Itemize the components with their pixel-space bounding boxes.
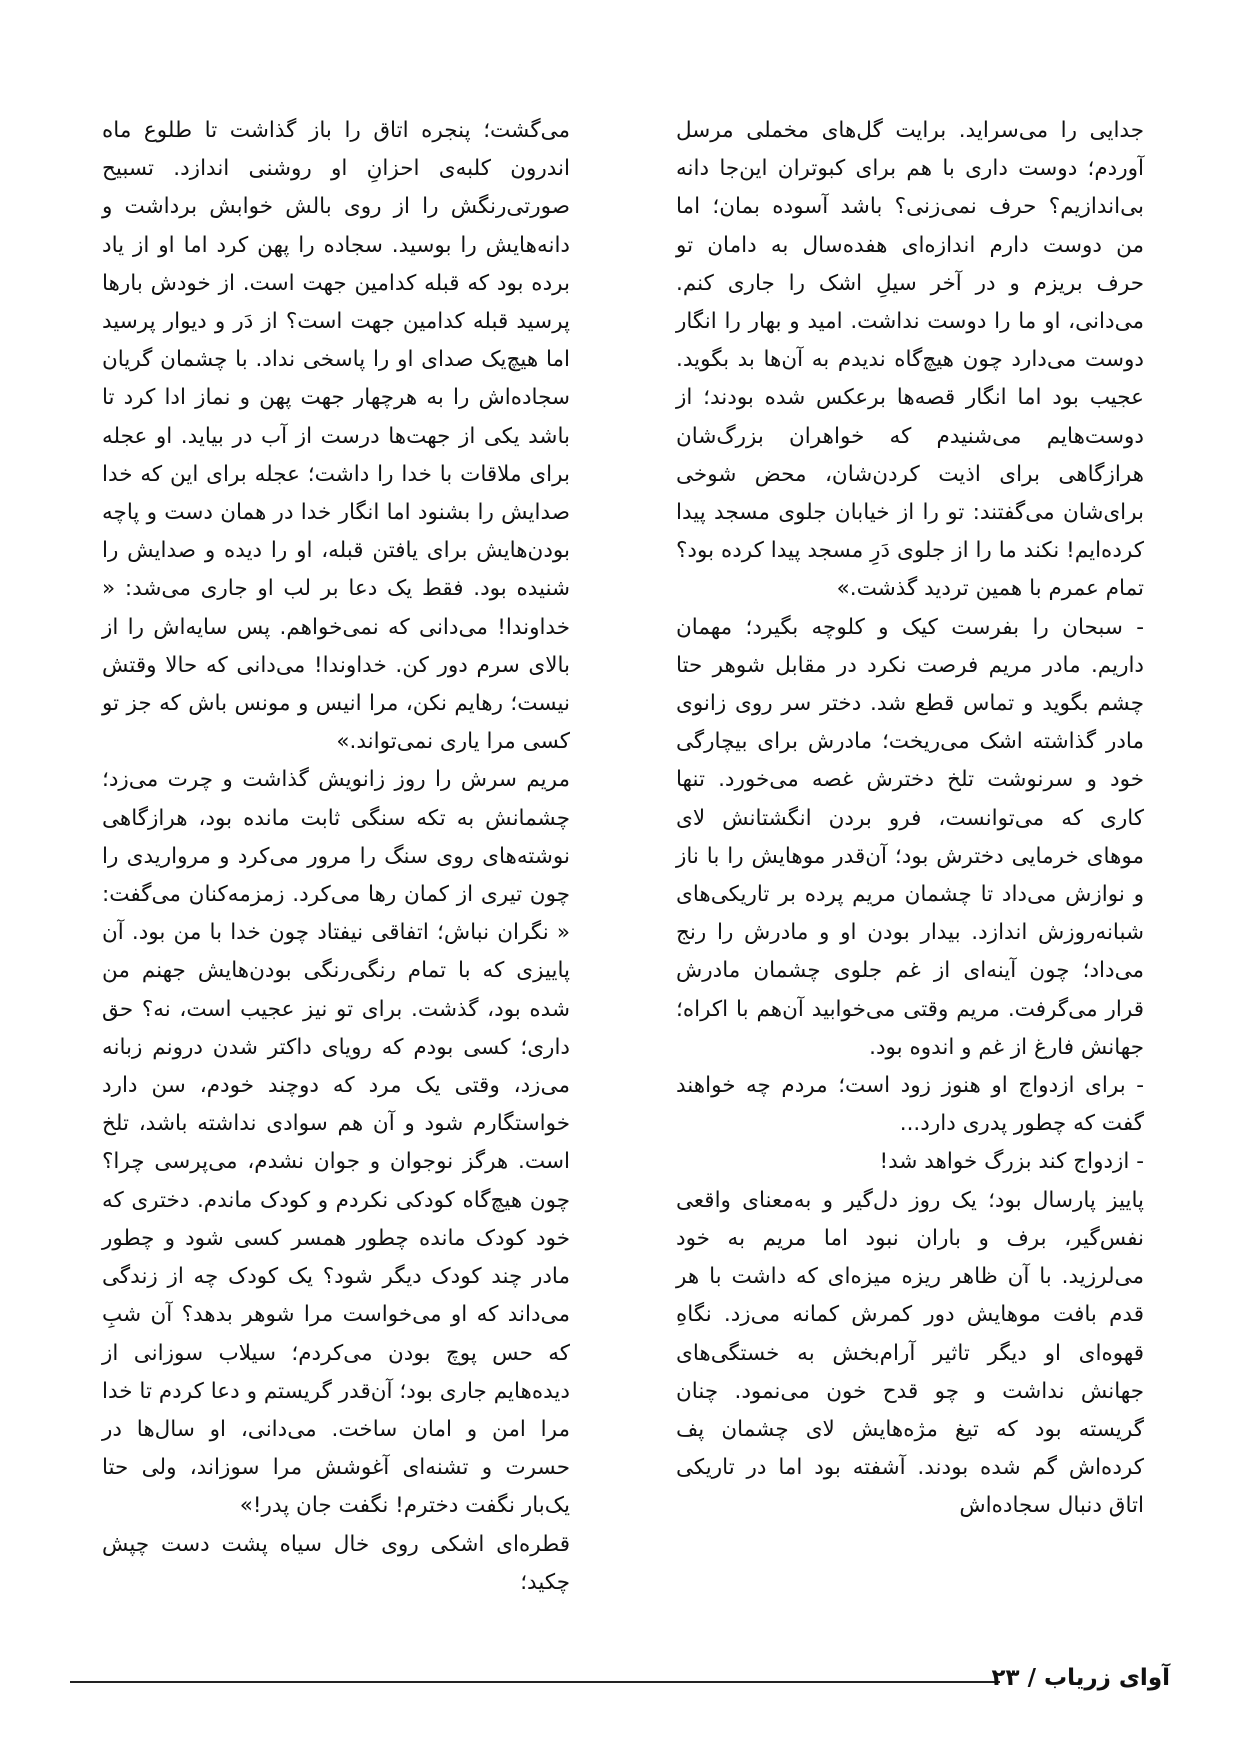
paragraph: می‌گشت؛ پنجره اتاق را باز گذاشت تا طلوع ماه اندرون کلبه‌ی احزانِ او روشنی اندازد. تسبیح صورتی‌رنگش را از روی بالش خوابش برداشت و دانه‌هایش را بوسید. سجاده را پهن کرد اما او از یاد برده بود که قبله کدامین جهت است. از خودش بارها پرسید قبله کدامین جهت است؟ از دَر و دیوار پرسید اما هیچ‌یک صدای او را پاسخی نداد. با چشمان گریان سجاده‌اش را به هرچهار جهت پهن و نماز ادا کرد تا باشد یکی از جهت‌ها درست از آب در بیاید. او عجله برای ملاقات با خدا را داشت؛ عجله برای این که خدا صدایش را بشنود اما انگار خدا در همان دست و پاچه بودن‌هایش برای یافتن قبله، او را دیده و صدایش را شنیده بود. فقط یک دعا بر لب او جاری می‌شد: « خداوندا! می‌دانی که نمی‌خواهم. پس سایه‌اش را از بالای سرم دور کن. خداوندا! می‌دانی که حالا وقتش نیست؛ رهایم نکن، مرا انیس و مونس باش که جز تو کسی مرا یاری نمی‌تواند.» xyxy=(102,118,570,755)
footer-divider xyxy=(70,1681,1000,1683)
paragraph: جدایی را می‌سراید. برایت گل‌های مخملی مرسل آوردم؛ دوست داری با هم برای کبوتران این‌جا دانه بی‌اندازیم؟ حرف نمی‌زنی؟ باشد آسوده بمان؛ اما من دوست دارم اندازه‌ای هفده‌سال به دامان تو حرف بریزم و در آخر سیلِ اشک را جاری کنم. می‌دانی، او ما را دوست نداشت. امید و بهار را انگار دوست می‌دارد چون هیچ‌گاه ندیدم به آن‌ها بد بگوید. عجیب بود اما انگار قصه‌ها برعکس شده بودند؛ از دوست‌هایم می‌شنیدم که خواهران بزرگ‌شان هرازگاهی برای اذیت کردن‌شان، محض شوخی برای‌شان می‌گفتند: تو را از خیابان جلوی مسجد پیدا کرده‌ایم! نکند ما را از جلوی دَرِ مسجد پیدا کرده بود؟ تمام عمرم با همین تردید گذشت.» xyxy=(676,118,1144,602)
paragraph: پاییز پارسال بود؛ یک روز دل‌گیر و به‌معنای واقعی نفس‌گیر، برف و باران نبود اما مریم به خود می‌لرزید. با آن ظاهر ریزه میزه‌ای که داشت با هر قدم بافت موهایش دور کمرش کمانه می‌زد. نگاهِ قهوه‌ای او دیگر تاثیر آرام‌بخش به خستگی‌های جهانش نداشت و چو قدح خون می‌نمود. چنان گریسته بود که تیغ مژه‌هایش لای چشمان پف کرده‌اش گم شده بودند. آشفته بود اما در تاریکی اتاق دنبال سجاده‌اش xyxy=(676,1187,1144,1519)
page-footer xyxy=(70,1667,1170,1697)
paragraph: مریم سرش را روز زانویش گذاشت و چرت می‌زد؛ چشمانش به تکه سنگی ثابت مانده بود، هرازگاهی نوشته‌های روی سنگ را مرور می‌کرد و مرواریدی را چون تیری از کمان رها می‌کرد. زمزمه‌کنان می‌گفت: « نگران نباش؛ اتفاقی نیفتاد چون خدا با من بود. آن پاییزی که با تمام رنگی‌رنگی بودن‌هایش جهنم من شده بود، گذشت. برای تو نیز عجیب است، نه؟ حق داری؛ کسی بودم که رویای داکتر شدن درونم زبانه می‌زد، وقتی یک مرد که دوچند خودم، سن دارد خواستگارم شود و آن هم سوادی نداشته باشد، تلخ است. هرگز نوجوان و جوان نشدم، می‌پرسی چرا؟ چون هیچ‌گاه کودکی نکردم و کودک ماندم. دختری که خود کودک مانده چطور همسر کسی شود و چطور مادر چند کودک دیگر شود؟ یک کودک چه از زندگی می‌داند که او می‌خواست مرا شوهر بدهد؟ آن شبِ که حس پوچ بودن می‌کردم؛ سیلاب سوزانی از دیده‌هایم جاری بود؛ آن‌قدر گریستم و دعا کردم تا خدا مرا امن و امان ساخت. می‌دانی، او سال‌ها در حسرت و تشنه‌ای آغوشش مرا سوزاند، ولی حتا یک‌بار نگفت دخترم! نگفت جان پدر!» xyxy=(102,767,570,1519)
paragraph: - سبحان را بفرست کیک و کلوچه بگیرد؛ مهمان داریم. مادر مریم فرصت نکرد در مقابل شوهر حتا چشم بگوید و تماس قطع شد. دختر سر روی زانوی مادر گذاشته اشک می‌ریخت؛ مادرش برای بیچارگی خود و سرنوشت تلخ دخترش غصه می‌خورد. تنها کاری که می‌توانست، فرو بردن انگشتانش لای موهای خرمایی دخترش بود؛ آن‌قدر موهایش را با ناز و نوازش می‌داد تا چشمان مریم پرده بر تاریکی‌های شبانه‌روزش اندازد. بیدار بودن او و مادرش را رنج می‌داد؛ چون آینه‌ای از غم جلوی چشمان مادرش قرار می‌گرفت. مریم وقتی می‌خوابید آن‌هم با اکراه؛ جهانش فارغ از غم و اندوه بود. xyxy=(676,614,1144,1060)
paragraph: - برای ازدواج او هنوز زود است؛ مردم چه خواهند گفت که چطور پدری دارد... xyxy=(676,1073,1144,1137)
text-column-left xyxy=(102,112,570,1602)
paragraph: - ازدواج کند بزرگ خواهد شد! xyxy=(879,1149,1144,1175)
text-column-right xyxy=(676,112,1144,1526)
paragraph: قطره‌ای اشکی روی خال سیاه پشت دست چپش چکید؛ xyxy=(102,1531,570,1595)
footer-magazine-title: آوای زریاب / ۲۳ xyxy=(991,1665,1170,1691)
